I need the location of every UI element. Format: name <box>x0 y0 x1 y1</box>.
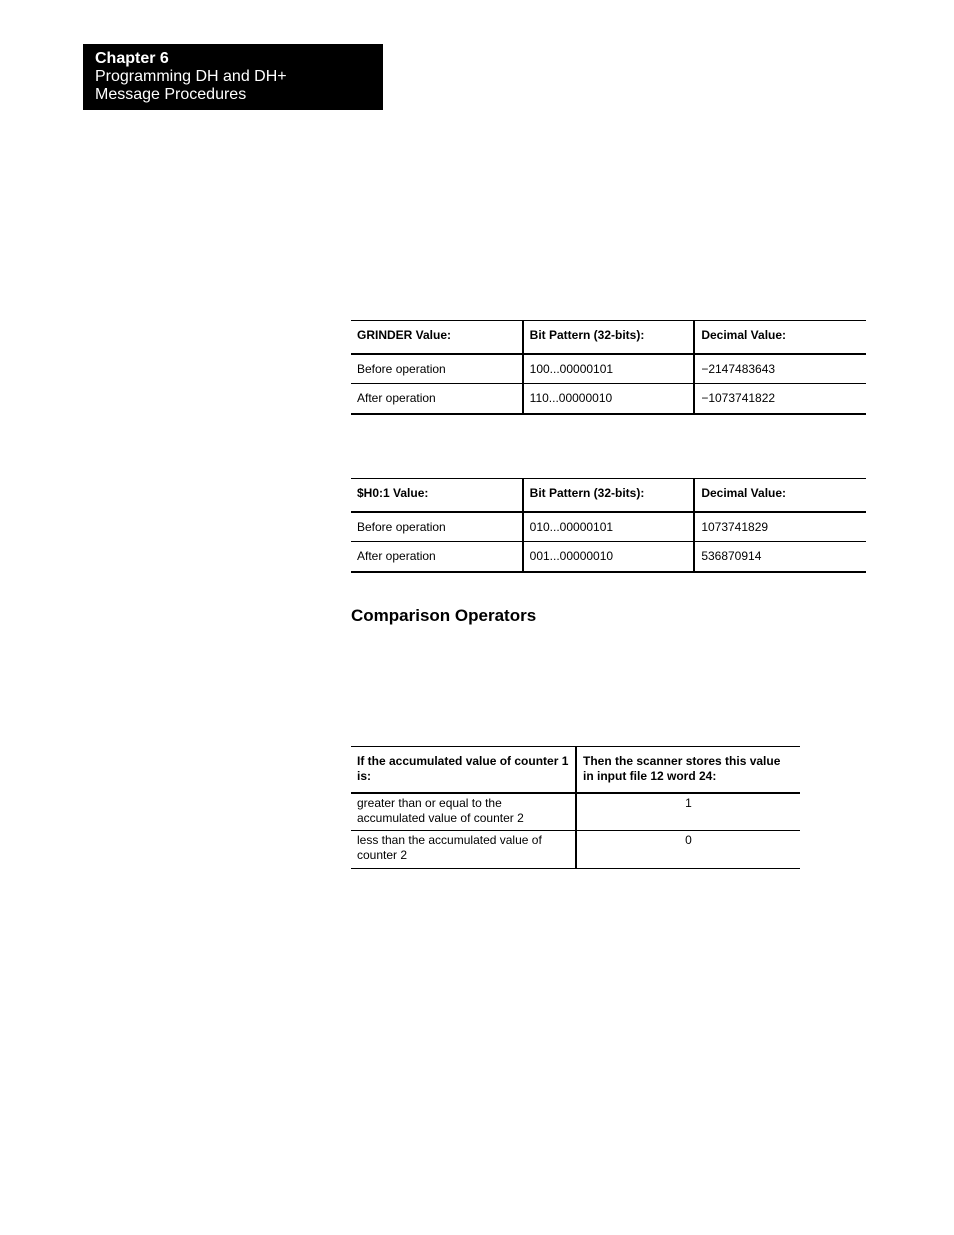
table-row <box>351 512 866 542</box>
table-cell: 536870914 <box>694 542 866 572</box>
chapter-title-line1: Programming DH and DH+ <box>95 68 287 85</box>
table-row <box>351 384 866 414</box>
table-cell: Before operation <box>357 519 446 534</box>
column-header: If the accumulated value of counter 1 is: <box>357 754 569 783</box>
table-cell: −2147483643 <box>694 354 866 384</box>
table-cell: After operation <box>357 391 436 405</box>
column-header: GRINDER Value: <box>357 328 452 342</box>
table-header-row <box>351 479 866 512</box>
table-cell: greater than or equal to the accumulated value of counter 2 <box>357 795 524 825</box>
h01-value-table <box>351 478 866 573</box>
column-header: Decimal Value: <box>694 479 866 512</box>
grinder-value-table <box>351 320 866 415</box>
column-header: Decimal Value: <box>694 321 866 354</box>
table-cell: −1073741822 <box>694 384 866 414</box>
column-header: Bit Pattern (32-bits): <box>523 479 695 512</box>
chapter-header <box>83 44 383 110</box>
table-cell: less than the accumulated value of counter 2 <box>357 833 542 862</box>
table-cell: 010...00000101 <box>523 512 695 542</box>
table-cell: 1073741829 <box>694 512 866 542</box>
table-cell: Before operation <box>357 361 446 376</box>
table-header-row <box>351 747 800 793</box>
column-header: $H0:1 Value: <box>357 486 429 500</box>
table-row <box>351 793 800 831</box>
table-row <box>351 831 800 869</box>
table-cell: After operation <box>357 549 436 563</box>
chapter-label: Chapter 6 <box>95 50 169 67</box>
column-header: Bit Pattern (32-bits): <box>523 321 695 354</box>
table-cell: 110...00000010 <box>523 384 695 414</box>
section-heading-comparison-operators: Comparison Operators <box>351 606 537 625</box>
table-cell: 001...00000010 <box>523 542 695 572</box>
comparison-table <box>351 746 800 869</box>
table-row <box>351 542 866 572</box>
table-cell: 0 <box>576 831 800 869</box>
column-header: Then the scanner stores this value in input file 12 word 24: <box>576 747 800 793</box>
table-header-row <box>351 321 866 354</box>
table-cell: 1 <box>576 793 800 831</box>
chapter-title-line2: Message Procedures <box>95 86 247 103</box>
table-cell: 100...00000101 <box>523 354 695 384</box>
table-row <box>351 354 866 384</box>
